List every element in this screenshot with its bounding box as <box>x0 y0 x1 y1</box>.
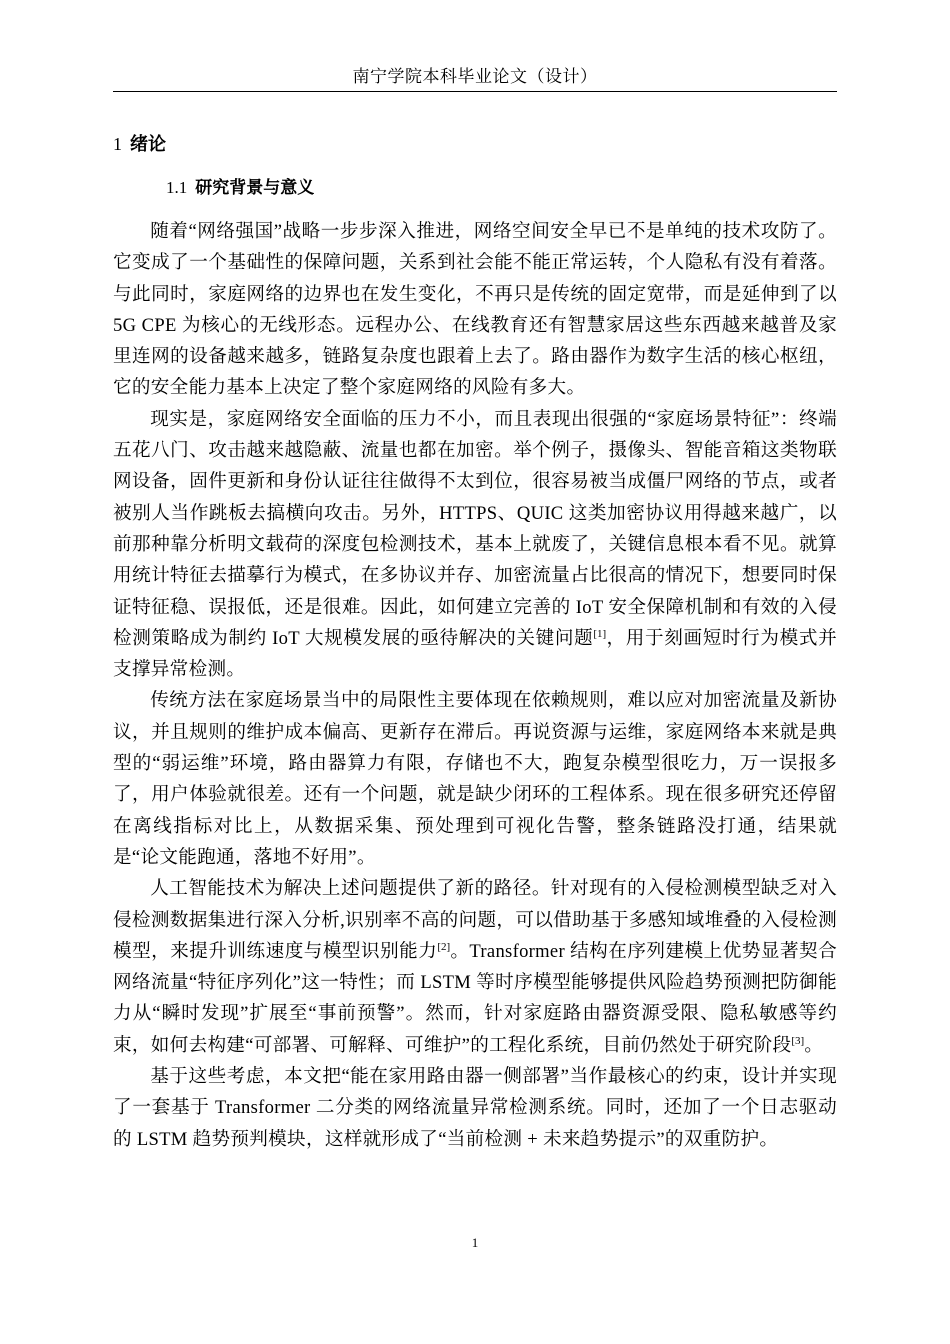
paragraph-4-tail: 。 <box>804 1034 824 1056</box>
page-number: 1 <box>471 1235 479 1250</box>
paragraph-4 <box>113 873 837 1061</box>
section-title: 研究背景与意义 <box>195 178 315 197</box>
citation-3[interactable]: [3] <box>791 1034 805 1047</box>
chapter-number: 1 <box>113 134 122 154</box>
paragraph-5: 基于这些考虑，本文把“能在家用路由器一侧部署”当作最核心的约束，设计并实现了一套基于 Transformer 二分类的网络流量异常检测系统。同时，还加了一个日志驱动的 LSTM 趋势预判模块，这样就形成了“当前检测 + 未来趋势提示”的双重防护。 <box>113 1066 837 1150</box>
paragraph-2 <box>113 404 837 686</box>
paragraph-4-text: 人工智能技术为解决上述问题提供了新的路径。针对现有的入侵检测模型缺乏对入侵检测数据集进行深入分析,识别率不高的问题，可以借助基于多感知域堆叠的入侵检测模型，来提升训练速度与模型识别能力 <box>113 878 837 962</box>
section-heading <box>166 174 314 202</box>
paragraph-3: 传统方法在家庭场景当中的局限性主要体现在依赖规则，难以应对加密流量及新协议，并且规则的维护成本偏高、更新存在滞后。再说资源与运维，家庭网络本来就是典型的“弱运维”环境，路由器算力有限，存储也不大，跑复杂模型很吃力，万一误报多了，用户体验就很差。还有一个问题，就是缺少闭环的工程体系。现在很多研究还停留在离线指标对比上，从数据采集、预处理到可视化告警，整条链路没打通，结果就是“论文能跑通，落地不好用”。 <box>113 690 837 868</box>
chapter-heading <box>113 130 166 158</box>
paragraph-2-text: 现实是，家庭网络安全面临的压力不小，而且表现出很强的“家庭场景特征”：终端五花八门、攻击越来越隐蔽、流量也都在加密。举个例子，摄像头、智能音箱这类物联网设备，固件更新和身份认证往往做得不太到位，很容易被当成僵尸网络的节点，或者被别人当作跳板去搞横向攻击。另外，HTTPS、QUIC 这类加密协议用得越来越广，以前那种靠分析明文载荷的深度包检测技术，基本上就废了，关键信息根本看不见。就算用统计特征去描摹行为模式，在多协议并存、加密流量占比很高的情况下，想要同时保证特征稳、误报低，还是很难。因此，如何建立完善的 IoT 安全保障机制和有效的入侵检测策略成为制约 IoT 大规模发展的亟待解决的关键问题 <box>113 408 837 649</box>
section-number: 1.1 <box>166 178 188 197</box>
citation-1[interactable]: [1] <box>593 627 607 640</box>
paragraph-4-middle: 。Transformer 结构在序列建模上优势显著契合网络流量“特征序列化”这一特性；而 LSTM 等时序模型能够提供风险趋势预测把防御能力从“瞬时发现”扩展至“事前预警”。然而，针对家庭路由器资源受限、隐私敏感等约束，如何去构建“可部署、可解释、可维护”的工程化系统，目前仍然处于研究阶段 <box>113 940 837 1056</box>
chapter-title: 绪论 <box>130 134 166 154</box>
paragraph-1: 随着“网络强国”战略一步步深入推进，网络空间安全早已不是单纯的技术攻防了。它变成了一个基础性的保障问题，关系到社会能不能正常运转，个人隐私有没有着落。与此同时，家庭网络的边界也在发生变化，不再只是传统的固定宽带，而是延伸到了以 5G CPE 为核心的无线形态。远程办公、在线教育还有智慧家居这些东西越来越普及家里连网的设备越来越多，链路复杂度也跟着上去了。路由器作为数字生活的核心枢纽，它的安全能力基本上决定了整个家庭网络的风险有多大。 <box>113 221 837 399</box>
running-header: 南宁学院本科毕业论文（设计） <box>352 67 598 86</box>
header-rule <box>113 91 837 92</box>
body-text <box>113 216 837 1155</box>
citation-2[interactable]: [2] <box>437 940 451 953</box>
paragraph-2-tail: ，用于刻画短时行为模式并支撑异常检测。 <box>113 627 837 681</box>
